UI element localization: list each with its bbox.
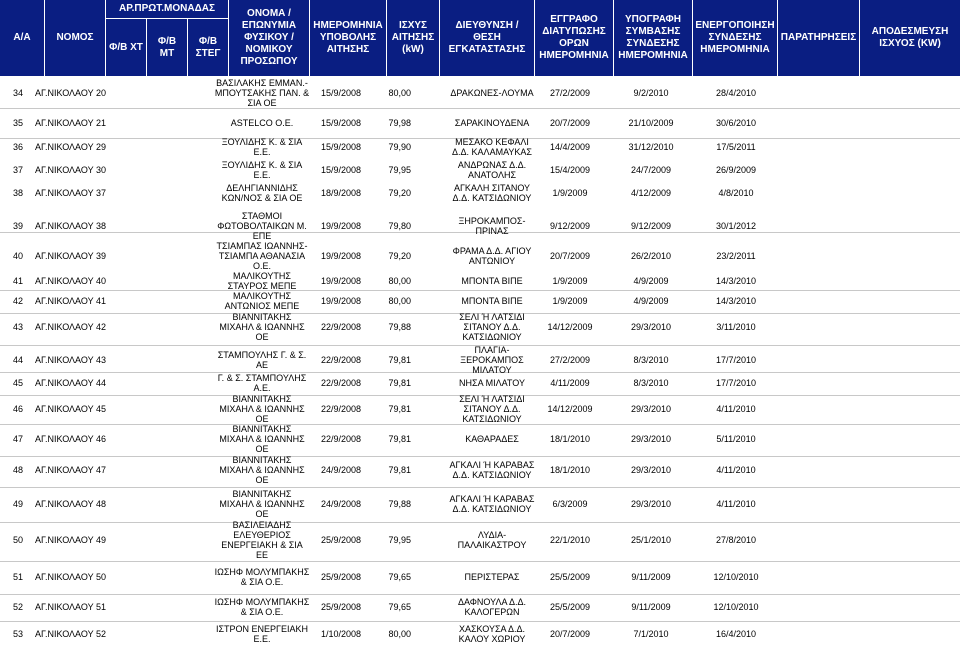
cell-energopoiisi-date[interactable]: 30/1/2012 [715, 221, 757, 231]
cell-ypografi-date[interactable]: 21/10/2009 [628, 118, 674, 128]
cell-ypografi-date[interactable]: 4/12/2009 [630, 188, 672, 198]
col-header-hmer-ypovolis-label: ΗΜΕΡΟΜΗΝΙΑ ΥΠΟΒΟΛΗΣ ΑΙΤΗΣΗΣ [313, 20, 383, 55]
col-header-fb-xt[interactable] [106, 19, 146, 76]
cell-nomos[interactable]: ΑΓ.ΝΙΚΟΛΑΟΥ [35, 535, 94, 545]
cell-ypografi-date[interactable]: 8/3/2010 [633, 378, 669, 388]
cell-date[interactable]: 25/9/2008 [321, 535, 362, 545]
cell-date[interactable]: 25/9/2008 [321, 602, 362, 612]
cell-eggrafo-date[interactable]: 27/2/2009 [549, 88, 591, 98]
cell-ypografi-date[interactable]: 31/12/2010 [628, 142, 674, 152]
col-header-eggrafo-label: ΕΓΓΡΑΦΟ ΔΙΑΤΥΠΩΣΗΣ ΟΡΩΝ ΗΜΕΡΟΜΗΝΙΑ [539, 14, 609, 61]
cell-date[interactable]: 15/9/2008 [321, 165, 362, 175]
cell-kw[interactable]: 80,00 [388, 296, 411, 306]
cell-kw[interactable]: 79,81 [388, 378, 411, 388]
col-header-dieythynsi-label: ΔΙΕΥΘΥΝΣΗ / ΘΕΣΗ ΕΓΚΑΤΑΣΤΑΣΗΣ [448, 20, 526, 55]
cell-ap-prot[interactable]: 48 [96, 499, 107, 509]
cell-name[interactable]: ΞΟΥΛΙΔΗΣ Κ. & ΣΙΑ Ε.Ε. [221, 137, 303, 157]
cell-address[interactable]: ΝΗΣΑ ΜΙΛΑΤΟΥ [459, 378, 525, 388]
cell-energopoiisi-date[interactable]: 4/11/2010 [716, 465, 756, 475]
cell-name[interactable]: ΜΑΛΙΚΟΥΤΗΣ ΑΝΤΩΝΙΟΣ ΜΕΠΕ [224, 291, 300, 311]
cell-address[interactable]: ΑΓΚΑΛΗ ΣΙΤΑΝΟΥ Δ.Δ. ΚΑΤΣΙΔΩΝΙΟΥ [452, 183, 532, 203]
col-header-paratiriseis-label: ΠΑΡΑΤΗΡΗΣΕΙΣ [780, 32, 857, 43]
col-header-eggrafo[interactable] [535, 0, 613, 76]
cell-energopoiisi-date[interactable]: 23/2/2011 [716, 251, 756, 261]
cell-date[interactable]: 19/9/2008 [321, 276, 362, 286]
row-separator [0, 487, 960, 488]
col-header-aa[interactable] [0, 0, 44, 76]
cell-nomos[interactable]: ΑΓ.ΝΙΚΟΛΑΟΥ [35, 276, 94, 286]
cell-ypografi-date[interactable]: 29/3/2010 [630, 465, 672, 475]
col-header-fb-steg-label: Φ/Β ΣΤΕΓ [195, 35, 221, 59]
row-separator [0, 424, 960, 425]
cell-date[interactable]: 19/9/2008 [321, 296, 362, 306]
cell-ypografi-date[interactable]: 29/3/2010 [630, 434, 672, 444]
cell-energopoiisi-date[interactable]: 30/6/2010 [715, 118, 757, 128]
cell-eggrafo-date[interactable]: 4/11/2009 [550, 378, 590, 388]
cell-energopoiisi-date[interactable]: 17/7/2010 [715, 378, 757, 388]
cell-kw[interactable]: 79,88 [388, 499, 411, 509]
row-separator [0, 561, 960, 562]
row-separator [0, 456, 960, 457]
cell-ypografi-date[interactable]: 4/9/2009 [633, 276, 669, 286]
cell-energopoiisi-date[interactable]: 4/8/2010 [718, 188, 754, 198]
cell-ypografi-date[interactable]: 4/9/2009 [633, 296, 669, 306]
cell-eggrafo-date[interactable]: 18/1/2010 [549, 465, 591, 475]
cell-ap-prot[interactable]: 40 [96, 276, 107, 286]
col-header-dieythynsi[interactable] [440, 0, 534, 76]
col-header-energopoiisi-label: ΕΝΕΡΓΟΠΟΙΗΣΗ ΣΥΝΔΕΣΗΣ ΗΜΕΡΟΜΗΝΙΑ [695, 20, 775, 55]
cell-name[interactable]: ΒΑΣΙΛΑΚΗΣ ΕΜΜΑΝ.- ΜΠΟΥΤΣΑΚΗΣ ΠΑΝ. & ΣΙΑ ΟΕ [214, 78, 310, 108]
cell-kw[interactable]: 80,00 [388, 88, 411, 98]
col-header-isxys[interactable] [387, 0, 439, 76]
cell-ap-prot[interactable]: 44 [96, 378, 107, 388]
cell-aa[interactable]: 42 [13, 296, 24, 306]
cell-address[interactable]: ΣΕΛΙ Ή ΛΑΤΣΙΔΙ ΣΙΤΑΝΟΥ Δ.Δ. ΚΑΤΣΙΔΩΝΙΟΥ [459, 312, 525, 342]
col-header-ap-prot-group[interactable] [106, 0, 228, 18]
cell-ap-prot[interactable]: 29 [96, 142, 107, 152]
cell-aa[interactable]: 38 [13, 188, 24, 198]
cell-eggrafo-date[interactable]: 25/5/2009 [549, 572, 591, 582]
cell-name[interactable]: ΣΤΑΘΜΟΙ ΦΩΤΟΒΟΛΤΑΙΚΩΝ Μ. ΕΠΕ [217, 211, 307, 241]
cell-aa[interactable]: 34 [13, 88, 24, 98]
cell-kw[interactable]: 79,81 [388, 355, 411, 365]
col-header-paratiriseis[interactable] [778, 0, 859, 76]
cell-energopoiisi-date[interactable]: 4/11/2010 [716, 404, 756, 414]
cell-nomos[interactable]: ΑΓ.ΝΙΚΟΛΑΟΥ [35, 296, 94, 306]
cell-ap-prot[interactable]: 46 [96, 434, 107, 444]
cell-date[interactable]: 15/9/2008 [321, 142, 362, 152]
cell-ap-prot[interactable]: 51 [96, 602, 107, 612]
cell-nomos[interactable]: ΑΓ.ΝΙΚΟΛΑΟΥ [35, 88, 94, 98]
cell-aa[interactable]: 45 [13, 378, 24, 388]
cell-address[interactable]: ΚΑΘΑΡΑΔΕΣ [465, 434, 519, 444]
cell-nomos[interactable]: ΑΓ.ΝΙΚΟΛΑΟΥ [35, 404, 94, 414]
cell-address[interactable]: ΞΗΡΟΚΑΜΠΟΣ- ΠΡΙΝΑΣ [458, 216, 526, 236]
cell-aa[interactable]: 51 [13, 572, 24, 582]
cell-name[interactable]: ΒΙΑΝΝΙΤΑΚΗΣ ΜΙΧΑΗΛ & ΙΩΑΝΝΗΣ ΟΕ [219, 312, 305, 342]
cell-eggrafo-date[interactable]: 15/4/2009 [549, 165, 591, 175]
cell-energopoiisi-date[interactable]: 17/7/2010 [715, 355, 757, 365]
cell-date[interactable]: 25/9/2008 [321, 572, 362, 582]
cell-ypografi-date[interactable]: 25/1/2010 [630, 535, 672, 545]
cell-aa[interactable]: 53 [13, 629, 24, 639]
cell-ypografi-date[interactable]: 9/11/2009 [631, 602, 671, 612]
cell-ypografi-date[interactable]: 9/12/2009 [630, 221, 672, 231]
cell-address[interactable]: ΠΛΑΓΙΑ- ΞΕΡΟΚΑΜΠΟΣ ΜΙΛΑΤΟΥ [460, 345, 524, 375]
cell-ap-prot[interactable]: 21 [96, 118, 107, 128]
col-header-ypografi-label: ΥΠΟΓΡΑΦΗ ΣΥΜΒΑΣΗΣ ΣΥΝΔΕΣΗΣ ΗΜΕΡΟΜΗΝΙΑ [618, 14, 688, 61]
col-header-fb-mt-label: Φ/Β ΜΤ [157, 35, 177, 59]
cell-energopoiisi-date[interactable]: 3/11/2010 [716, 322, 756, 332]
row-separator [0, 522, 960, 523]
cell-eggrafo-date[interactable]: 1/9/2009 [552, 296, 588, 306]
col-header-apodesmeysi[interactable] [860, 0, 960, 76]
cell-energopoiisi-date[interactable]: 17/5/2011 [716, 142, 756, 152]
cell-name[interactable]: ΔΕΛΗΓΙΑΝΝΙΔΗΣ ΚΩΝ/ΝΟΣ & ΣΙΑ ΟΕ [221, 183, 303, 203]
cell-eggrafo-date[interactable]: 27/2/2009 [549, 355, 591, 365]
cell-eggrafo-date[interactable]: 1/9/2009 [552, 188, 588, 198]
cell-nomos[interactable]: ΑΓ.ΝΙΚΟΛΑΟΥ [35, 572, 94, 582]
cell-ap-prot[interactable]: 43 [96, 355, 107, 365]
cell-ap-prot[interactable]: 41 [96, 296, 107, 306]
cell-kw[interactable]: 79,81 [388, 404, 411, 414]
cell-date[interactable]: 22/9/2008 [321, 378, 362, 388]
cell-nomos[interactable]: ΑΓ.ΝΙΚΟΛΑΟΥ [35, 118, 94, 128]
cell-name[interactable]: ΙΩΣΗΦ ΜΟΛΥΜΠΑΚΗΣ & ΣΙΑ Ο.Ε. [214, 567, 310, 587]
cell-address[interactable]: ΜΠΟΝΤΑ ΒΙΠΕ [461, 276, 523, 286]
cell-name[interactable]: ΣΤΑΜΠΟΥΛΗΣ Γ. & Σ. ΑΕ [217, 350, 307, 370]
row-separator [0, 594, 960, 595]
cell-energopoiisi-date[interactable]: 14/3/2010 [715, 296, 757, 306]
cell-nomos[interactable]: ΑΓ.ΝΙΚΟΛΑΟΥ [35, 629, 94, 639]
cell-nomos[interactable]: ΑΓ.ΝΙΚΟΛΑΟΥ [35, 221, 94, 231]
cell-address[interactable]: ΔΑΦΝΟΥΛΑ Δ.Δ. ΚΑΛΟΓΕΡΩΝ [457, 597, 527, 617]
col-header-nomos[interactable] [45, 0, 105, 76]
cell-aa[interactable]: 43 [13, 322, 24, 332]
cell-address[interactable]: ΛΥΔΙΑ- ΠΑΛΑΙΚΑΣΤΡΟΥ [457, 530, 527, 550]
col-header-nomos-label: ΝΟΜΟΣ [56, 32, 94, 43]
cell-address[interactable]: ΜΠΟΝΤΑ ΒΙΠΕ [461, 296, 523, 306]
cell-eggrafo-date[interactable]: 9/12/2009 [549, 221, 591, 231]
row-separator [0, 621, 960, 622]
cell-aa[interactable]: 46 [13, 404, 24, 414]
cell-eggrafo-date[interactable]: 14/12/2009 [547, 404, 593, 414]
cell-ypografi-date[interactable]: 26/2/2010 [630, 251, 672, 261]
cell-aa[interactable]: 35 [13, 118, 24, 128]
cell-nomos[interactable]: ΑΓ.ΝΙΚΟΛΑΟΥ [35, 602, 94, 612]
cell-name[interactable]: ΒΑΣΙΛΕΙΑΔΗΣ ΕΛΕΥΘΕΡΙΟΣ ΕΝΕΡΓΕΙΑΚΗ & ΣΙΑ ΕΕ [221, 520, 303, 560]
row-separator [0, 290, 960, 291]
cell-ypografi-date[interactable]: 29/3/2010 [630, 499, 672, 509]
cell-date[interactable]: 19/9/2008 [321, 251, 362, 261]
cell-eggrafo-date[interactable]: 18/1/2010 [549, 434, 591, 444]
cell-name[interactable]: ΒΙΑΝΝΙΤΑΚΗΣ ΜΙΧΑΗΛ & ΙΩΑΝΝΗΣ ΟΕ [219, 424, 305, 454]
cell-energopoiisi-date[interactable]: 28/4/2010 [715, 88, 757, 98]
cell-nomos[interactable]: ΑΓ.ΝΙΚΟΛΑΟΥ [35, 251, 94, 261]
cell-energopoiisi-date[interactable]: 5/11/2010 [716, 434, 756, 444]
cell-energopoiisi-date[interactable]: 4/11/2010 [716, 499, 756, 509]
col-header-hmer-ypovolis[interactable] [310, 0, 386, 76]
cell-address[interactable]: ΔΡΑΚΩΝΕΣ-ΛΟΥΜΑ [450, 88, 534, 98]
cell-date[interactable]: 18/9/2008 [321, 188, 362, 198]
cell-address[interactable]: ΑΓΚΑΛΙ Ή ΚΑΡΑΒΑΣ Δ.Δ. ΚΑΤΣΙΔΩΝΙΟΥ [449, 460, 535, 480]
cell-date[interactable]: 24/9/2008 [321, 465, 362, 475]
col-header-fb-steg[interactable] [188, 19, 228, 76]
col-header-isxys-label: ΙΣΧΥΣ ΑΙΤΗΣΗΣ (kW) [391, 20, 435, 55]
cell-ap-prot[interactable]: 42 [96, 322, 107, 332]
cell-kw[interactable]: 79,65 [388, 572, 411, 582]
cell-ap-prot[interactable]: 20 [96, 88, 107, 98]
cell-kw[interactable]: 79,20 [388, 251, 411, 261]
cell-ap-prot[interactable]: 39 [96, 251, 107, 261]
cell-address[interactable]: ΜΕΣΑΚΟ ΚΕΦΑΛΙ Δ.Δ. ΚΑΛΑΜΑΥΚΑΣ [452, 137, 532, 157]
cell-energopoiisi-date[interactable]: 26/9/2009 [715, 165, 757, 175]
col-header-apodesmeysi-label: ΑΠΟΔΕΣΜΕΥΣΗ ΙΣΧΥΟΣ (KW) [871, 26, 949, 49]
cell-kw[interactable]: 79,81 [388, 465, 411, 475]
cell-aa[interactable]: 49 [13, 499, 24, 509]
cell-name[interactable]: ΤΣΙΑΜΠΑΣ ΙΩΑΝΝΗΣ- ΤΣΙΑΜΠΑ ΑΘΑΝΑΣΙΑ Ο.Ε. [216, 241, 308, 271]
cell-address[interactable]: ΣΑΡΑΚΙΝΟΥΔΕΝΑ [454, 118, 530, 128]
cell-ap-prot[interactable]: 37 [96, 188, 107, 198]
cell-aa[interactable]: 44 [13, 355, 24, 365]
cell-ap-prot[interactable]: 52 [96, 629, 107, 639]
cell-date[interactable]: 22/9/2008 [321, 434, 362, 444]
col-header-fb-mt[interactable] [147, 19, 187, 76]
cell-nomos[interactable]: ΑΓ.ΝΙΚΟΛΑΟΥ [35, 465, 94, 475]
cell-date[interactable]: 19/9/2008 [321, 221, 362, 231]
cell-ap-prot[interactable]: 50 [96, 572, 107, 582]
cell-nomos[interactable]: ΑΓ.ΝΙΚΟΛΑΟΥ [35, 355, 94, 365]
cell-date[interactable]: 22/9/2008 [321, 322, 362, 332]
cell-eggrafo-date[interactable]: 14/12/2009 [547, 322, 593, 332]
cell-eggrafo-date[interactable]: 6/3/2009 [552, 499, 588, 509]
cell-date[interactable]: 15/9/2008 [321, 118, 362, 128]
cell-eggrafo-date[interactable]: 25/5/2009 [549, 602, 591, 612]
cell-name[interactable]: ΞΟΥΛΙΔΗΣ Κ. & ΣΙΑ Ε.Ε. [221, 160, 303, 180]
cell-aa[interactable]: 39 [13, 221, 24, 231]
cell-eggrafo-date[interactable]: 20/7/2009 [549, 251, 591, 261]
cell-ypografi-date[interactable]: 9/11/2009 [631, 572, 671, 582]
cell-date[interactable]: 24/9/2008 [321, 499, 362, 509]
col-header-ap-prot-group-label: ΑΡ.ΠΡΩΤ.ΜΟΝΑΔΑΣ [118, 3, 216, 14]
cell-energopoiisi-date[interactable]: 16/4/2010 [715, 629, 757, 639]
cell-aa[interactable]: 37 [13, 165, 24, 175]
cell-ypografi-date[interactable]: 9/2/2010 [633, 88, 669, 98]
cell-eggrafo-date[interactable]: 1/9/2009 [552, 276, 588, 286]
cell-aa[interactable]: 48 [13, 465, 24, 475]
cell-ap-prot[interactable]: 45 [96, 404, 107, 414]
cell-nomos[interactable]: ΑΓ.ΝΙΚΟΛΑΟΥ [35, 165, 94, 175]
cell-name[interactable]: ΜΑΛΙΚΟΥΤΗΣ ΣΤΑΥΡΟΣ ΜΕΠΕ [227, 271, 297, 291]
cell-name[interactable]: Γ. & Σ. ΣΤΑΜΠΟΥΛΗΣ Α.Ε. [217, 373, 307, 393]
col-header-onoma-label: ΟΝΟΜΑ / ΕΠΩΝΥΜΙΑ ΦΥΣΙΚΟΥ / ΝΟΜΙΚΟΥ ΠΡΟΣΩΠΟΥ [240, 8, 298, 67]
row-separator [0, 108, 960, 109]
cell-date[interactable]: 1/10/2008 [321, 629, 362, 639]
cell-name[interactable]: ΒΙΑΝΝΙΤΑΚΗΣ ΜΙΧΑΗΛ & ΙΩΑΝΝΗΣ ΟΕ [219, 394, 305, 424]
cell-nomos[interactable]: ΑΓ.ΝΙΚΟΛΑΟΥ [35, 434, 94, 444]
col-header-ypografi[interactable] [614, 0, 692, 76]
cell-kw[interactable]: 79,98 [388, 118, 411, 128]
cell-eggrafo-date[interactable]: 20/7/2009 [549, 629, 591, 639]
cell-nomos[interactable]: ΑΓ.ΝΙΚΟΛΑΟΥ [35, 499, 94, 509]
cell-aa[interactable]: 40 [13, 251, 24, 261]
cell-address[interactable]: ΧΑΣΚΟΥΣΑ Δ.Δ. ΚΑΛΟΥ ΧΩΡΙΟΥ [458, 624, 526, 644]
cell-aa[interactable]: 47 [13, 434, 24, 444]
col-header-energopoiisi[interactable] [693, 0, 777, 76]
cell-kw[interactable]: 80,00 [388, 629, 411, 639]
cell-kw[interactable]: 80,00 [388, 276, 411, 286]
cell-ypografi-date[interactable]: 29/3/2010 [630, 404, 672, 414]
cell-eggrafo-date[interactable]: 20/7/2009 [549, 118, 591, 128]
cell-aa[interactable]: 52 [13, 602, 24, 612]
cell-ypografi-date[interactable]: 29/3/2010 [630, 322, 672, 332]
cell-ypografi-date[interactable]: 7/1/2010 [633, 629, 669, 639]
cell-aa[interactable]: 36 [13, 142, 24, 152]
cell-kw[interactable]: 79,65 [388, 602, 411, 612]
cell-aa[interactable]: 50 [13, 535, 24, 545]
cell-name[interactable]: ΒΙΑΝΝΙΤΑΚΗΣ ΜΙΧΑΗΛ & ΙΩΑΝΝΗΣ ΟΕ [219, 455, 305, 485]
cell-kw[interactable]: 79,95 [388, 535, 411, 545]
cell-name[interactable]: ΒΙΑΝΝΙΤΑΚΗΣ ΜΙΧΑΗΛ & ΙΩΑΝΝΗΣ ΟΕ [219, 489, 305, 519]
cell-name[interactable]: ΙΣΤΡΟΝ ΕΝΕΡΓΕΙΑΚΗ Ε.Ε. [215, 624, 309, 644]
col-header-aa-label: Α/Α [13, 32, 31, 43]
cell-kw[interactable]: 79,95 [388, 165, 411, 175]
cell-ap-prot[interactable]: 38 [96, 221, 107, 231]
cell-date[interactable]: 15/9/2008 [321, 88, 362, 98]
cell-ap-prot[interactable]: 47 [96, 465, 107, 475]
cell-kw[interactable]: 79,20 [388, 188, 411, 198]
cell-address[interactable]: ΑΓΚΑΛΙ Ή ΚΑΡΑΒΑΣ Δ.Δ. ΚΑΤΣΙΔΩΝΙΟΥ [449, 494, 535, 514]
cell-ypografi-date[interactable]: 8/3/2010 [633, 355, 669, 365]
cell-nomos[interactable]: ΑΓ.ΝΙΚΟΛΑΟΥ [35, 378, 94, 388]
cell-date[interactable]: 22/9/2008 [321, 404, 362, 414]
cell-energopoiisi-date[interactable]: 12/10/2010 [713, 572, 759, 582]
cell-address[interactable]: ΣΕΛΙ Ή ΛΑΤΣΙΔΙ ΣΙΤΑΝΟΥ Δ.Δ. ΚΑΤΣΙΔΩΝΙΟΥ [459, 394, 525, 424]
cell-address[interactable]: ΑΝΔΡΩΝΑΣ Δ.Δ. ΑΝΑΤΟΛΗΣ [457, 160, 527, 180]
cell-nomos[interactable]: ΑΓ.ΝΙΚΟΛΑΟΥ [35, 322, 94, 332]
cell-date[interactable]: 22/9/2008 [321, 355, 362, 365]
cell-address[interactable]: ΠΕΡΙΣΤΕΡΑΣ [464, 572, 520, 582]
col-header-fb-xt-label: Φ/Β ΧΤ [109, 41, 143, 53]
cell-name[interactable]: ΙΩΣΗΦ ΜΟΛΥΜΠΑΚΗΣ & ΣΙΑ Ο.Ε. [214, 597, 310, 617]
cell-ap-prot[interactable]: 30 [96, 165, 107, 175]
cell-kw[interactable]: 79,90 [388, 142, 411, 152]
col-header-onoma[interactable] [229, 0, 309, 76]
cell-ypografi-date[interactable]: 24/7/2009 [630, 165, 672, 175]
cell-energopoiisi-date[interactable]: 27/8/2010 [715, 535, 757, 545]
cell-energopoiisi-date[interactable]: 12/10/2010 [713, 602, 759, 612]
cell-nomos[interactable]: ΑΓ.ΝΙΚΟΛΑΟΥ [35, 188, 94, 198]
cell-kw[interactable]: 79,80 [388, 221, 411, 231]
cell-kw[interactable]: 79,81 [388, 434, 411, 444]
cell-eggrafo-date[interactable]: 22/1/2010 [549, 535, 591, 545]
cell-energopoiisi-date[interactable]: 14/3/2010 [715, 276, 757, 286]
cell-nomos[interactable]: ΑΓ.ΝΙΚΟΛΑΟΥ [35, 142, 94, 152]
cell-eggrafo-date[interactable]: 14/4/2009 [549, 142, 591, 152]
cell-aa[interactable]: 41 [13, 276, 24, 286]
cell-address[interactable]: ΦΡΑΜΑ Δ.Δ. ΑΓΙΟΥ ΑΝΤΩΝΙΟΥ [452, 246, 532, 266]
cell-ap-prot[interactable]: 49 [96, 535, 107, 545]
cell-name[interactable]: ASTELCO O.E. [230, 118, 294, 128]
cell-kw[interactable]: 79,88 [388, 322, 411, 332]
